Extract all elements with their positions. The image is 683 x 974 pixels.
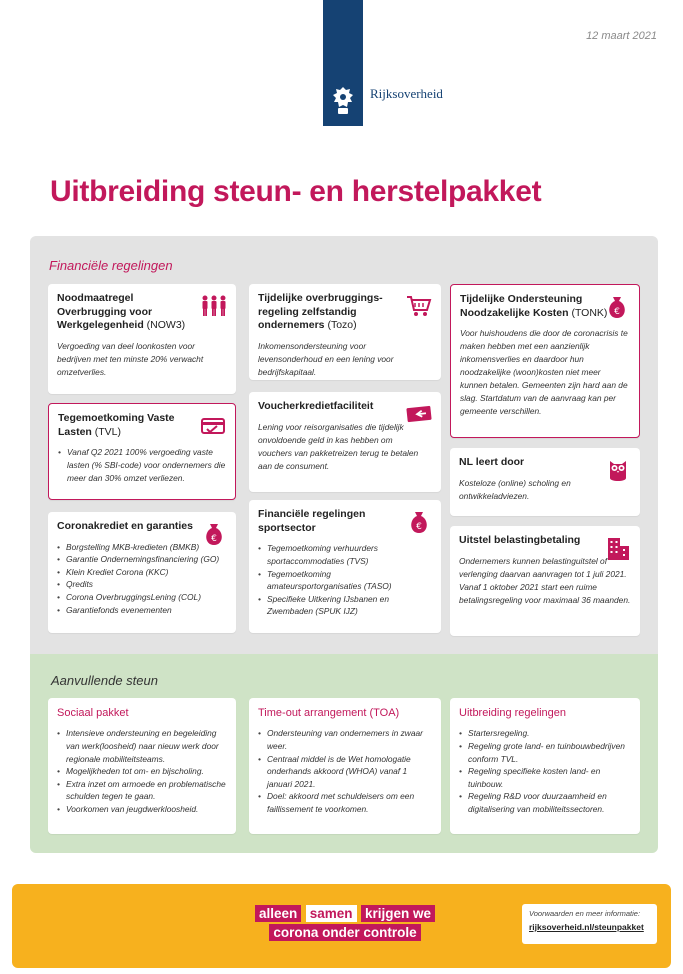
people-icon [200,292,228,320]
info-label: Voorwaarden en meer informatie: [529,909,641,918]
list-item: • Regeling specifieke kosten land- en tuinbouw. [459,765,631,790]
card-voucher-title: Voucherkredietfaciliteit [258,400,374,412]
building-icon [604,534,632,562]
card-tvl [48,403,236,500]
voucher-ticket-icon [405,400,433,428]
shopping-cart-icon [405,292,433,320]
list-item: • Regeling R&D voor duurzaamheid en digitalisering van mobiliteitssectoren. [459,790,631,815]
card-voucher [249,392,441,492]
card-uitbreiding [450,698,640,834]
card-toa-title: Time-out arrangement (TOA) [258,707,400,719]
financial-section-heading: Financiële regelingen [49,258,173,273]
card-tozo-desc: Inkomensondersteuning voor levensonderhoud en een lening voor bedrijfskapitaal. [258,340,394,377]
card-corona [48,512,236,633]
card-nl [450,448,640,516]
list-item: • Ondersteuning van ondernemers in zwaar weer. [258,727,432,752]
card-voucher-desc: Lening voor reisorganisaties die tijdelijk onvoldoende geld in kas hebben om vouchers van pakketreizen terug te betalen aan de consument. [258,421,419,471]
list-item: • Intensieve ondersteuning en begeleiding van werk(loosheid) naar nieuw werk door regionale mobiliteitsteams. [57,727,227,765]
card-tvl-abbr: (TVL) [94,425,122,438]
card-now-abbr: (NOW3) [146,319,186,332]
card-sport-list [258,542,418,618]
card-tax [450,526,640,636]
list-item: • Corona OverbruggingsLening (COL) [57,591,227,604]
card-tvl-title: Tegemoetkoming Vaste Lasten [58,412,175,438]
card-tonk-desc: Voor huishoudens die door de coronacrisis te maken hebben met een aanzienlijk inkomensverlies en daardoor hun noodzakelijke (woon)kosten niet meer kunnen betalen. Gemeenten zijn hard aan de slag. Startdatum van de aanvraag kan per gemeente verschillen. [460,328,628,417]
list-item: • Specifieke Uitkering IJsbanen en Zwembaden (SPUK IJZ) [258,593,418,618]
card-now [48,284,236,394]
info-link[interactable]: rijksoverheid.nl/steunpakket [529,922,644,932]
slogan-line-2: corona onder controle [269,924,420,941]
svg-text:€: € [614,307,620,317]
money-bag-icon [603,293,631,321]
list-item: • Borgstelling MKB-kredieten (BMKB) [57,541,227,554]
list-item: • Vanaf Q2 2021 100% vergoeding vaste lasten (% SBI-code) voor ondernemers die meer dan 30% omzet verliezen. [58,446,226,484]
publication-date: 12 maart 2021 [586,30,657,42]
card-tonk [450,284,640,438]
list-item: • Tegemoetkoming verhuurders sportaccommodaties (TVS) [258,542,418,567]
card-nl-desc: Kosteloze (online) scholing en ontwikkeladviezen. [459,477,571,501]
logo-text: Rijksoverheid [370,86,443,101]
card-tozo [249,284,441,380]
card-now-title: Noodmaatregel Overbrugging voor Werkgelegenheid [57,292,153,332]
card-sport [249,500,441,633]
list-item: • Garantie Ondernemingsfinanciering (GO) [57,553,227,566]
slogan-word: alleen [255,905,301,922]
card-toa [249,698,441,834]
card-check-icon [199,412,227,440]
card-toa-list [258,727,432,815]
svg-text:€: € [416,522,422,532]
card-nl-title: NL leert door [459,456,525,468]
list-item: • Doel: akkoord met schuldeisers om een faillissement te voorkomen. [258,790,432,815]
svg-text:€: € [211,534,217,544]
card-tax-title: Uitstel belastingbetaling [459,534,581,546]
list-item: • Centraal middel is de Wet homologatie onderhands akkoord (WHOA) vanaf 1 januari 2021. [258,753,432,791]
info-box [522,904,657,944]
slogan [250,904,440,942]
list-item: • Regeling grote land- en tuinbouwbedrijven conform TVL. [459,740,631,765]
list-item: • Klein Krediet Corona (KKC) [57,566,227,579]
card-corona-title: Coronakrediet en garanties [57,520,193,532]
slogan-word: krijgen we [361,905,435,922]
card-sport-title: Financiële regelingen sportsector [258,508,366,534]
slogan-word: samen [306,905,357,922]
list-item: • Extra inzet om armoede en problematische schulden tegen te gaan. [57,778,227,803]
list-item: • Voorkomen van jeugdwerkloosheid. [57,803,227,816]
list-item: • Garantiefonds evenementen [57,604,227,617]
money-bag-icon [200,520,228,548]
list-item: • Qredits [57,578,227,591]
card-sociaal-title: Sociaal pakket [57,707,129,719]
list-item: • Mogelijkheden tot om- en bijscholing. [57,765,227,778]
card-now-desc: Vergoeding van deel loonkosten voor bedrijven met ten minste 20% verwacht omzetverlies. [57,340,204,377]
owl-icon [604,456,632,484]
card-tvl-list [58,446,226,484]
list-item: • Startersregeling. [459,727,631,740]
additional-section-heading: Aanvullende steun [51,673,158,688]
card-tonk-title: Tijdelijke Ondersteuning Noodzakelijke Kosten [460,293,583,319]
card-uitbreiding-title: Uitbreiding regelingen [459,707,567,719]
coat-of-arms-icon [327,84,359,118]
card-sociaal [48,698,236,834]
page-title: Uitbreiding steun- en herstelpakket [50,175,542,208]
card-tozo-abbr: (Tozo) [327,319,357,332]
card-tax-desc: Ondernemers kunnen belastinguitstel of verlenging daarvan aanvragen tot 1 juli 2021. Vanaf 1 oktober 2021 start een ruime betalingsregeling voor maximaal 36 maanden. [459,555,631,605]
card-tonk-abbr: (TONK) [571,306,608,319]
list-item: • Tegemoetkoming amateursportorganisaties (TASO) [258,568,418,593]
card-corona-list [57,541,227,617]
card-sociaal-list [57,727,227,815]
card-uitbreiding-list [459,727,631,815]
card-tozo-title: Tijdelijke overbruggings-regeling zelfstandig ondernemers [258,292,383,332]
money-bag-icon [405,508,433,536]
